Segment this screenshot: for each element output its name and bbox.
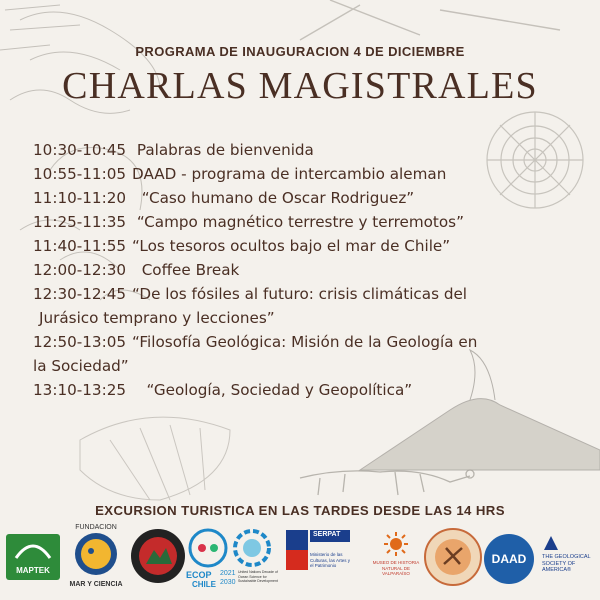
schedule-list (33, 138, 593, 402)
schedule-text: “De los fósiles al futuro: crisis climáticas del (132, 285, 468, 303)
schedule-time: 11:40-11:55 (33, 237, 127, 255)
university-seal-icon (130, 528, 186, 584)
schedule-item (33, 378, 593, 402)
gsa-label: THE GEOLOGICAL SOCIETY OF AMERICA® (542, 554, 591, 573)
schedule-text: Palabras de bienvenida (136, 141, 314, 159)
schedule-text: Coffee Break (141, 261, 240, 279)
schedule-time: 12:00-12:30 (33, 261, 127, 279)
geology-society-seal-logo (424, 528, 482, 586)
ecop-chile-logo (186, 528, 282, 594)
schedule-item (33, 138, 593, 162)
schedule-text-continued: Jurásico temprano y lecciones” (39, 309, 275, 327)
schedule-time: 12:30-12:45 (33, 285, 127, 303)
ecop-chile-label: CHILE (192, 580, 216, 589)
schedule-time: 13:10-13:25 (33, 381, 127, 399)
schedule-item (33, 234, 593, 258)
shell-drawing (80, 417, 230, 500)
schedule-item (33, 162, 593, 186)
schedule-item (33, 258, 593, 282)
ocean-decade-icon (232, 528, 272, 568)
schedule-text: “Filosofía Geológica: Misión de la Geología en (132, 333, 478, 351)
serpat-flag-red (286, 550, 308, 570)
page-title: CHARLAS MAGISTRALES (62, 65, 538, 107)
excursion-banner: EXCURSION TURISTICA EN LAS TARDES DESDE LAS 14 HRS (95, 503, 505, 518)
schedule-text: “Los tesoros ocultos bajo el mar de Chile” (132, 237, 451, 255)
schedule-item (33, 282, 593, 306)
program-subtitle: PROGRAMA DE INAUGURACION 4 DE DICIEMBRE (135, 44, 465, 59)
schedule-text: “Caso humano de Oscar Rodriguez” (141, 189, 415, 207)
gsa-icon (542, 534, 560, 552)
ecop-icon (186, 528, 230, 568)
maptek-label: MAPTEK (16, 566, 50, 575)
schedule-text: “Campo magnético terrestre y terremotos” (136, 213, 464, 231)
fundacion-label: FUNDACION (75, 524, 117, 531)
schedule-time: 12:50-13:05 (33, 333, 127, 351)
serpat-logo (286, 530, 352, 590)
serpat-description: Ministerio de las Culturas, las Artes y el Patrimonio (310, 552, 351, 568)
schedule-text-continued: la Sociedad” (33, 357, 129, 375)
ecop-label: ECOP (186, 570, 212, 580)
university-seal-logo (130, 528, 186, 584)
museo-label: MUSEO DE HISTORIA NATURAL DE VALPARAÍSO (372, 560, 420, 576)
schedule-time: 11:10-11:20 (33, 189, 127, 207)
maptek-logo (6, 534, 60, 580)
schedule-item (33, 330, 593, 354)
serpat-label: SERPAT (313, 531, 341, 538)
mar-y-ciencia-label: MAR Y CIENCIA (69, 581, 123, 588)
schedule-item (33, 186, 593, 210)
daad-label: DAAD (491, 552, 527, 566)
dinosaur-skeleton-drawing (300, 470, 474, 495)
schedule-time: 10:30-10:45 (33, 141, 127, 159)
schedule-text: DAAD - programa de intercambio aleman (132, 165, 447, 183)
daad-logo (484, 534, 534, 584)
schedule-text: “Geología, Sociedad y Geopolítica” (146, 381, 413, 399)
sponsor-logos (0, 524, 600, 600)
gsa-logo (540, 534, 596, 590)
sun-icon (384, 532, 408, 556)
ecop-year-bottom: 2030 (220, 579, 236, 586)
ecop-year-top: 2021 (220, 570, 236, 577)
serpat-flag-blue (286, 530, 308, 550)
schedule-time: 11:25-11:35 (33, 213, 127, 231)
fundacion-mar-y-ciencia-logo (66, 524, 126, 594)
geology-seal-icon (424, 528, 482, 586)
fish-icon (66, 531, 126, 577)
ecop-description: United Nations Decade of Ocean Science for Sustainable Development (238, 570, 278, 583)
schedule-time: 10:55-11:05 (33, 165, 127, 183)
museo-historia-natural-logo (368, 532, 424, 588)
schedule-item (33, 210, 593, 234)
maptek-icon (6, 534, 60, 566)
